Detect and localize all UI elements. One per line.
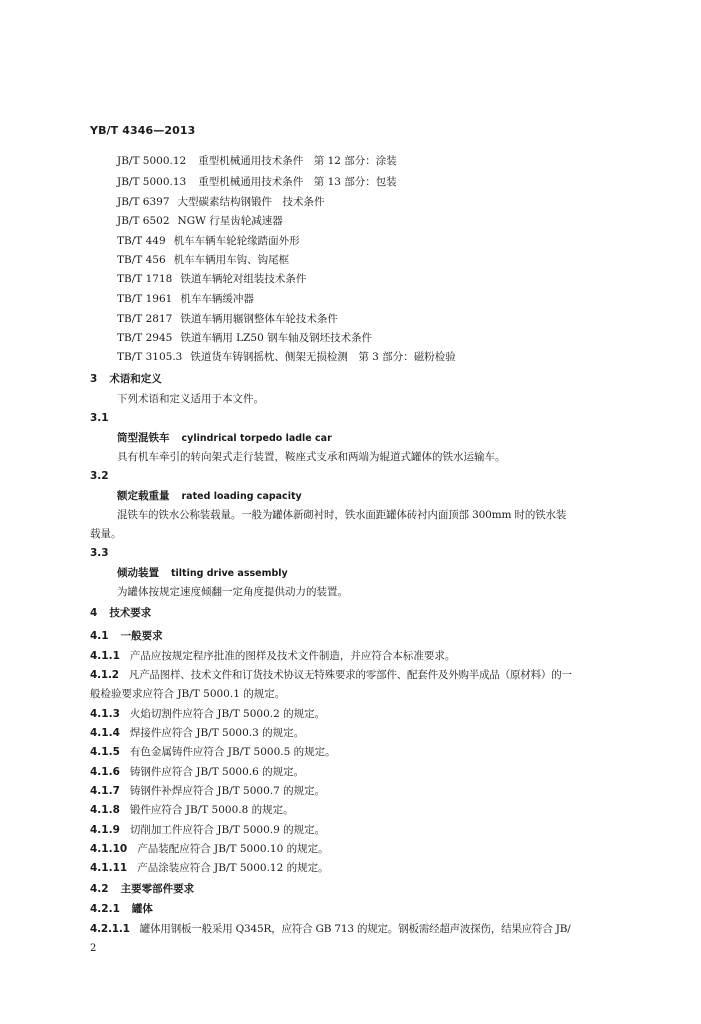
reference-item bbox=[117, 253, 289, 267]
term-heading bbox=[117, 566, 288, 581]
section-title: 术语和定义 bbox=[109, 373, 162, 385]
reference-code: JB/T 5000.13 bbox=[117, 176, 187, 188]
section-number: 4 bbox=[90, 607, 98, 619]
term-definition-cont: 载量。 bbox=[90, 528, 122, 540]
reference-item bbox=[117, 214, 283, 228]
clause bbox=[90, 649, 455, 663]
clause-text: 产品涂装应符合 JB/T 5000.12 的规定。 bbox=[137, 862, 329, 874]
term-zh: 倾动装置 bbox=[117, 567, 159, 579]
term-heading bbox=[117, 489, 302, 504]
reference-title: NGW 行星齿轮减速器 bbox=[177, 215, 283, 227]
reference-item bbox=[117, 175, 397, 189]
clause bbox=[90, 745, 336, 759]
clause bbox=[90, 765, 304, 779]
reference-code: JB/T 6397 bbox=[117, 196, 170, 208]
reference-code: JB/T 5000.12 bbox=[117, 155, 187, 167]
term-definition: 具有机车牵引的转向架式走行装置，鞍座式支承和两端为辊道式罐体的铁水运输车。 bbox=[117, 451, 506, 463]
term-number: 3.3 bbox=[90, 547, 109, 559]
section-heading bbox=[90, 606, 151, 620]
clause bbox=[90, 784, 325, 798]
reference-title: 铁道车辆用辗钢整体车轮技术条件 bbox=[180, 313, 338, 325]
term-en: tilting drive assembly bbox=[171, 568, 288, 579]
clause bbox=[90, 842, 329, 856]
clause-text: 罐体用钢板一般采用 Q345R，应符合 GB 713 的规定。钢板需经超声波探伤，结果应符合 JB/ bbox=[139, 923, 571, 935]
reference-title: 重型机械通用技术条件 第 13 部分：包装 bbox=[198, 176, 397, 188]
clause-number: 4.1.1 bbox=[90, 650, 120, 662]
reference-item bbox=[117, 234, 300, 248]
reference-title: 机车车辆用车钩、钩尾框 bbox=[173, 254, 290, 266]
clause-text: 切削加工件应符合 JB/T 5000.9 的规定。 bbox=[129, 824, 326, 836]
reference-code: TB/T 449 bbox=[117, 235, 166, 247]
page-number: 2 bbox=[90, 943, 97, 954]
reference-item bbox=[117, 292, 254, 306]
clause-number: 4.1.3 bbox=[90, 708, 120, 720]
reference-title: 重型机械通用技术条件 第 12 部分：涂装 bbox=[198, 155, 397, 167]
subsection-heading bbox=[90, 629, 163, 643]
section-number: 3 bbox=[90, 373, 98, 385]
reference-code: TB/T 3105.3 bbox=[117, 351, 183, 363]
reference-item bbox=[117, 195, 325, 209]
clause bbox=[90, 922, 571, 936]
clause-text: 有色金属铸件应符合 JB/T 5000.5 的规定。 bbox=[129, 746, 336, 758]
clause-number: 4.2.1.1 bbox=[90, 923, 130, 935]
clause-text: 锻件应符合 JB/T 5000.8 的规定。 bbox=[129, 804, 294, 816]
clause-text: 铸钢件补焊应符合 JB/T 5000.7 的规定。 bbox=[129, 785, 326, 797]
term-definition: 为罐体按规定速度倾翻一定角度提供动力的装置。 bbox=[117, 586, 348, 598]
subsection-title: 罐体 bbox=[131, 903, 153, 915]
clause-number: 4.1.11 bbox=[90, 862, 128, 874]
clause-number: 4.1.7 bbox=[90, 785, 120, 797]
term-zh: 额定载重量 bbox=[117, 490, 170, 502]
reference-title: 铁道货车铸钢摇枕、侧架无损检测 第 3 部分：磁粉检验 bbox=[190, 351, 456, 363]
clause bbox=[90, 823, 325, 837]
term-number: 3.2 bbox=[90, 470, 109, 482]
reference-code: TB/T 456 bbox=[117, 254, 166, 266]
reference-title: 机车车辆车轮轮缘踏面外形 bbox=[173, 235, 300, 247]
reference-title: 大型碳素结构钢锻件 技术条件 bbox=[177, 196, 325, 208]
clause bbox=[90, 726, 304, 740]
reference-item bbox=[117, 154, 397, 168]
reference-code: TB/T 1718 bbox=[117, 273, 173, 285]
clause-text: 火焰切割件应符合 JB/T 5000.2 的规定。 bbox=[129, 708, 326, 720]
subsection-title: 主要零部件要求 bbox=[120, 883, 195, 895]
reference-item bbox=[117, 350, 456, 364]
clause-continuation: 般检验要求应符合 JB/T 5000.1 的规定。 bbox=[90, 688, 286, 700]
term-number: 3.1 bbox=[90, 412, 109, 424]
reference-code: JB/T 6502 bbox=[117, 215, 170, 227]
term-zh: 筒型混铁车 bbox=[117, 432, 170, 444]
clause-text: 铸钢件应符合 JB/T 5000.6 的规定。 bbox=[129, 766, 305, 778]
reference-item bbox=[117, 272, 306, 286]
reference-code: TB/T 1961 bbox=[117, 293, 173, 305]
term-heading bbox=[117, 431, 332, 446]
reference-code: TB/T 2817 bbox=[117, 313, 173, 325]
clause bbox=[90, 707, 325, 721]
term-en: cylindrical torpedo ladle car bbox=[181, 433, 332, 444]
subsection-heading bbox=[90, 902, 153, 916]
clause-number: 4.1.2 bbox=[90, 669, 119, 681]
clause bbox=[90, 668, 572, 682]
clause-text: 产品应按规定程序批准的图样及技术文件制造，并应符合本标准要求。 bbox=[129, 650, 456, 662]
subsection-title: 一般要求 bbox=[120, 630, 163, 642]
reference-item bbox=[117, 312, 338, 326]
clause bbox=[90, 803, 294, 817]
clause-number: 4.1.6 bbox=[90, 766, 120, 778]
subsection-number: 4.2 bbox=[90, 883, 109, 895]
subsection-number: 4.1 bbox=[90, 630, 109, 642]
clause-number: 4.1.8 bbox=[90, 804, 120, 816]
subsection-heading bbox=[90, 882, 194, 896]
term-definition: 混铁车的铁水公称装载量。一般为罐体新砌衬时，铁水面距罐体砖衬内面顶部 300mm 时的铁水装 bbox=[117, 509, 567, 521]
clause-text: 产品装配应符合 JB/T 5000.10 的规定。 bbox=[137, 843, 329, 855]
subsection-number: 4.2.1 bbox=[90, 903, 120, 915]
clause-text: 焊接件应符合 JB/T 5000.3 的规定。 bbox=[129, 727, 305, 739]
clause-number: 4.1.5 bbox=[90, 746, 120, 758]
clause-text: 凡产品图样、技术文件和订货技术协议无特殊要求的零部件、配套件及外购半成品（原材料）的一 bbox=[128, 669, 572, 681]
document-code-header: YB/T 4346—2013 bbox=[90, 124, 196, 137]
section-title: 技术要求 bbox=[109, 607, 152, 619]
section-intro: 下列术语和定义适用于本文件。 bbox=[117, 393, 264, 405]
clause-number: 4.1.9 bbox=[90, 824, 120, 836]
section-heading bbox=[90, 372, 162, 386]
reference-code: TB/T 2945 bbox=[117, 332, 173, 344]
reference-title: 铁道车辆轮对组装技术条件 bbox=[180, 273, 307, 285]
term-en: rated loading capacity bbox=[181, 491, 302, 502]
clause bbox=[90, 861, 329, 875]
clause-number: 4.1.4 bbox=[90, 727, 120, 739]
reference-item bbox=[117, 331, 372, 345]
clause-number: 4.1.10 bbox=[90, 843, 128, 855]
reference-title: 机车车辆缓冲器 bbox=[180, 293, 254, 305]
reference-title: 铁道车辆用 LZ50 钢车轴及钢坯技术条件 bbox=[180, 332, 373, 344]
